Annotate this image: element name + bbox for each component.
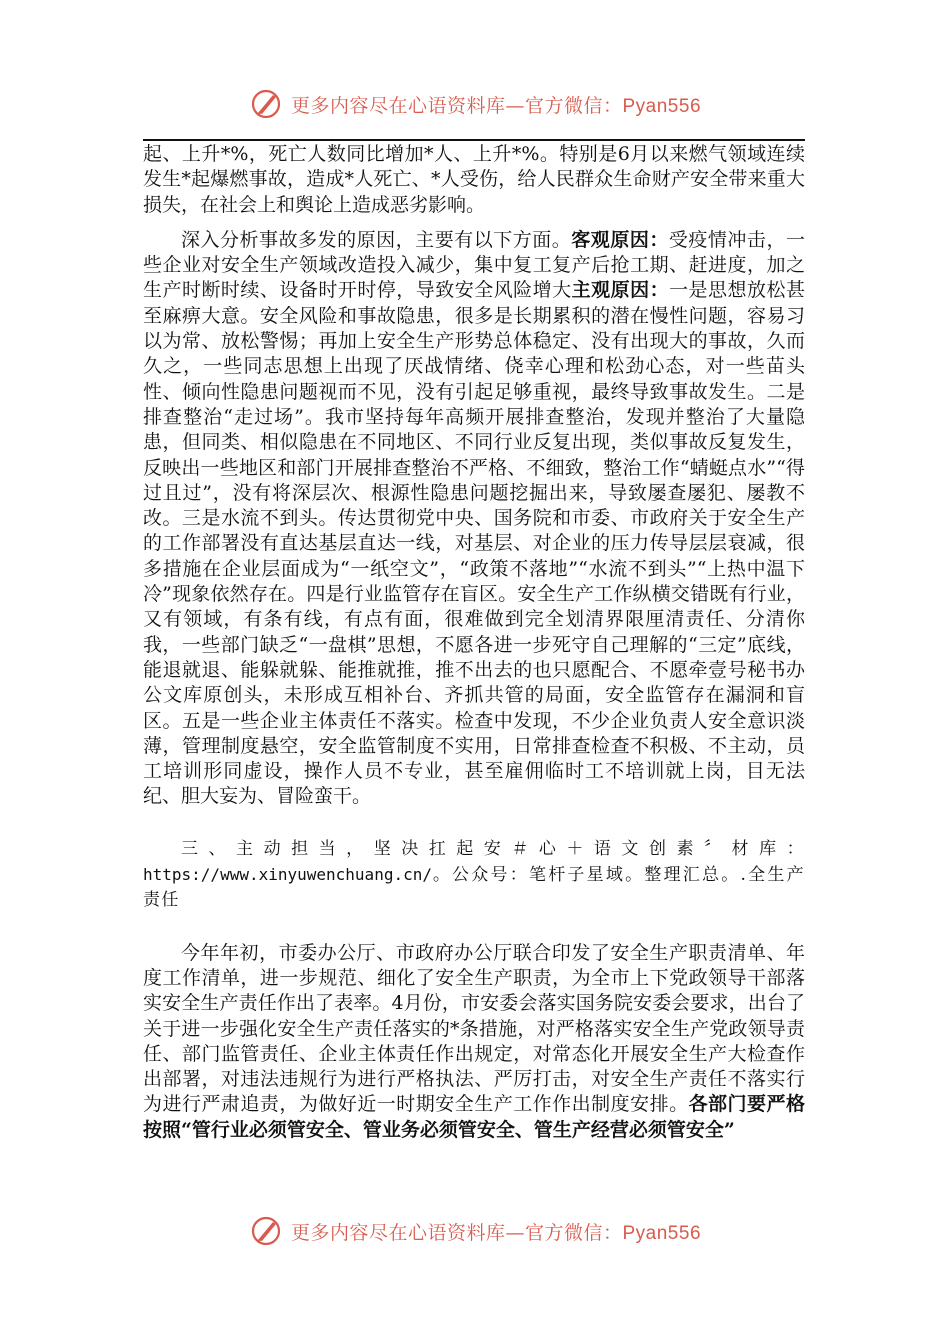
heading-url-part2: www.xinyuwenchuang.cn/: [220, 865, 432, 885]
header-wechat-id: Pyan556: [622, 95, 702, 117]
paragraph-4-bold: 各部门要严格按照“管行业必须管安全、管业务必须管安全、管生产经营必须管安全”: [143, 1093, 805, 1141]
footer-banner: [0, 1211, 950, 1251]
footer-banner-text: 更多内容尽在心语资料库—官方微信：Pyan556: [290, 1221, 702, 1244]
section-heading-3: 三、主动担当，坚决扛起安＃心＋语文创素〞材库：https://www.xinyuwenchuang.cn/。公众号：笔杆子星域。整理汇总。.全生产责任: [143, 838, 805, 911]
subjective-cause-label: 主观原因：: [571, 279, 670, 302]
paragraph-2: 深入分析事故多发的原因，主要有以下方面。客观原因：受疫情冲击，一些企业对安全生产领域改造投入减少，集中复工复产后抢工期、赶进度，加之生产时断时续、设备时开时停，导致安全风险增大主观原因：一是思想放松甚至麻痹大意。安全风险和事故隐患，很多是长期累积的潜在慢性问题，容易习以为常、放松警惕；再加上安全生产形势总体稳定、没有出现大的事故，久而久之，一些同志思想上出现了厌战情绪、侥幸心理和松劲心态，对一些苗头性、倾向性隐患问题视而不见，没有引起足够重视，最终导致事故发生。二是排查整治“走过场”。我市坚持每年高频开展排查整治，发现并整治了大量隐患，但同类、相似隐患在不同地区、不同行业反复出现，类似事故反复发生，反映出一些地区和部门开展排查整治不严格、不细致，整治工作“蜻蜓点水”“得过且过”，没有将深层次、根源性隐患问题挖掘出来，导致屡查屡犯、屡教不改。三是水流不到头。传达贯彻党中央、国务院和市委、市政府关于安全生产的工作部署没有直达基层直达一线，对基层、对企业的压力传导层层衰减，很多措施在企业层面成为“一纸空文”，“政策不落地”“水流不到头”“上热中温下冷”现象依然存在。四是行业监管存在盲区。安全生产工作纵横交错既有行业，又有领域，有条有线，有点有面，很难做到完全划清界限厘清责任、分清你我，一些部门缺乏“一盘棋”思想，不愿各进一步死守自己理解的“三定”底线，能退就退、能躲就躲、能推就推，推不出去的也只愿配合、不愿牵壹号秘书办公文库原创头，未形成互相补台、齐抓共管的局面，安全监管存在漏洞和盲区。五是一些企业主体责任不落实。检查中发现，不少企业负责人安全意识淡薄，管理制度悬空，安全监管制度不实用，日常排查检查不积极、不主动，员工培训形同虚设，操作人员不专业，甚至雇佣临时工不培训就上岗，目无法纪、胆大妄为、冒险蛮干。: [143, 228, 805, 808]
footer-wechat-id: Pyan556: [622, 1222, 702, 1244]
header-divider: [143, 139, 805, 141]
objective-cause-label: 客观原因：: [571, 228, 669, 251]
header-banner: [0, 84, 950, 124]
paragraph-1: 起、上升*%，死亡人数同比增加*人、上升*%。特别是6月以来燃气领域连续发生*起爆燃事故，造成*人死亡、*人受伤，给人民群众生命财产安全带来重大损失，在社会上和舆论上造成恶劣影响。: [143, 143, 805, 216]
heading-url-part1: https://: [143, 865, 221, 885]
paragraph-4: 今年年初，市委办公厅、市政府办公厅联合印发了安全生产职责清单、年度工作清单，进一步规范、细化了安全生产职责，为全市上下党政领导干部落实安全生产责任作出了表率。4月份，市安委会落实国务院安委会要求，出台了关于进一步强化安全生产责任落实的*条措施，对严格落实安全生产党政领导责任、部门监管责任、企业主体责任作出规定，对常态化开展安全生产大检查作出部署，对违法违规行为进行严格执法、严厉打击，对安全生产责任不落实行为进行严肃追责，为做好近一时期安全生产工作作出制度安排。各部门要严格按照“管行业必须管安全、管业务必须管安全、管生产经营必须管安全”: [143, 941, 805, 1141]
document-body: [143, 142, 805, 1143]
header-banner-text: 更多内容尽在心语资料库—官方微信：Pyan556: [290, 94, 702, 117]
quill-logo-icon: [249, 87, 283, 121]
quill-logo-icon: [249, 1214, 283, 1248]
